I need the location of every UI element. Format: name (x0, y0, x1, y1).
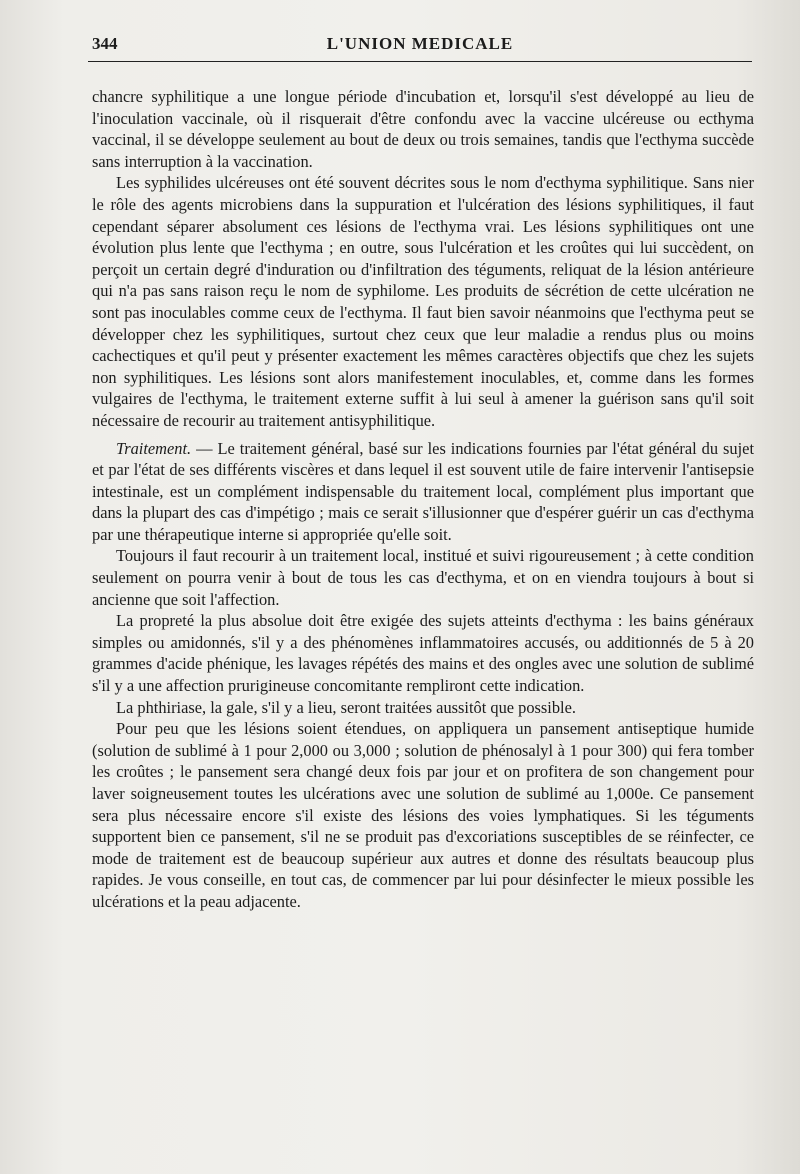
page-number: 344 (92, 34, 118, 53)
section-heading-traitement: Traitement. (116, 438, 192, 458)
paragraph-6: La phthiriase, la gale, s'il y a lieu, seront traitées aussitôt que possible. (116, 697, 576, 717)
paragraph-1: chancre syphilitique a une longue période d'incubation et, lorsqu'il s'est développé au lieu de l'inoculation vaccinale, où il risquerait d'être confondu avec la vaccine ulcéreuse ou ecthyma vaccinal, il se développe seulement au bout de deux ou trois semaines, tandis que l'ecthyma succède sans interruption à la vaccination. (92, 87, 754, 171)
running-title: L'UNION MEDICALE (326, 34, 514, 53)
header-rule (88, 61, 752, 62)
page-header (88, 34, 752, 68)
paragraph-5: La propreté la plus absolue doit être exigée des sujets atteints d'ecthyma : les bains généraux simples ou amidonnés, s'il y a des phénomènes inflammatoires accusés, ou additionnés de 5 à 20 grammes d'acide phénique, les lavages répétés des mains et des ongles avec une solution de sublimé s'il y a une affection prurigineuse concomitante rempliront cette indication. (92, 611, 754, 696)
paragraph-3-text: — Le traitement général, basé sur les indications fournies par l'état général du sujet et par l'état de ses différents viscères et dans lequel il est souvent utile de faire intervenir l'antisepsie intestinale, est un complément indispensable du traitement local, complément plus important que dans la plupart des cas d'impétigo ; mais ce serait s'illusionner que d'espérer guérir un cas d'ecthyma par une thérapeutique interne si appropriée qu'elle soit. (92, 438, 754, 544)
page-body (92, 86, 754, 913)
paragraph-7: Pour peu que les lésions soient étendues, on appliquera un pansement antiseptique humide (solution de sublimé à 1 pour 2,000 ou 3,000 ; solution de phénosalyl à 1 pour 300) qui fera tomber les croûtes ; le pansement sera changé deux fois par jour et on profitera de son changement pour laver soigneusement toutes les ulcérations avec une solution de sublimé au 1,000e. Ce pansement sera plus nécessaire encore s'il existe des lésions des voies lymphatiques. Si les téguments supportent bien ce pansement, s'il ne se produit pas d'excoriations susceptibles de se réinfecter, ce mode de traitement est de beaucoup supérieur aux autres et donne des résultats beaucoup plus rapides. Je vous conseille, en tout cas, de commencer par lui pour désinfecter le mieux possible les ulcérations et la peau adjacente. (92, 719, 754, 911)
paragraph-3 (92, 438, 754, 546)
paragraph-4: Toujours il faut recourir à un traitement local, institué et suivi rigoureusement ; à cette condition seulement on pourra venir à bout de tous les cas d'ecthyma, et on en viendra toujours à bout si ancienne que soit l'affection. (92, 546, 754, 609)
paragraph-2: Les syphilides ulcéreuses ont été souvent décrites sous le nom d'ecthyma syphilitique. Sans nier le rôle des agents microbiens dans la suppuration et l'ulcération des lésions syphilitiques, il faut cependant séparer absolument ces lésions de l'ecthyma vrai. Les lésions syphilitiques ont une évolution plus lente que l'ecthyma ; en outre, sous l'ulcération et les croûtes qui lui succèdent, on perçoit un certain degré d'induration ou d'infiltration des téguments, reliquat de la lésion antérieure qui n'a pas sans raison reçu le nom de syphilome. Les produits de sécrétion de cette ulcération ne sont pas inoculables comme ceux de l'ecthyma. Il faut bien savoir néanmoins que l'ecthyma peut se développer chez les syphilitiques, surtout chez ceux que leur maladie a rendus plus ou moins cachectiques et qu'il peut y présenter exactement les mêmes caractères objectifs que chez les sujets non syphilitiques. Les lésions sont alors manifestement inoculables, et, comme dans les formes vulgaires de l'ecthyma, le traitement externe suffit à lui seul à amener la guérison sans qu'il soit nécessaire de recourir au traitement antisyphilitique. (92, 173, 754, 430)
